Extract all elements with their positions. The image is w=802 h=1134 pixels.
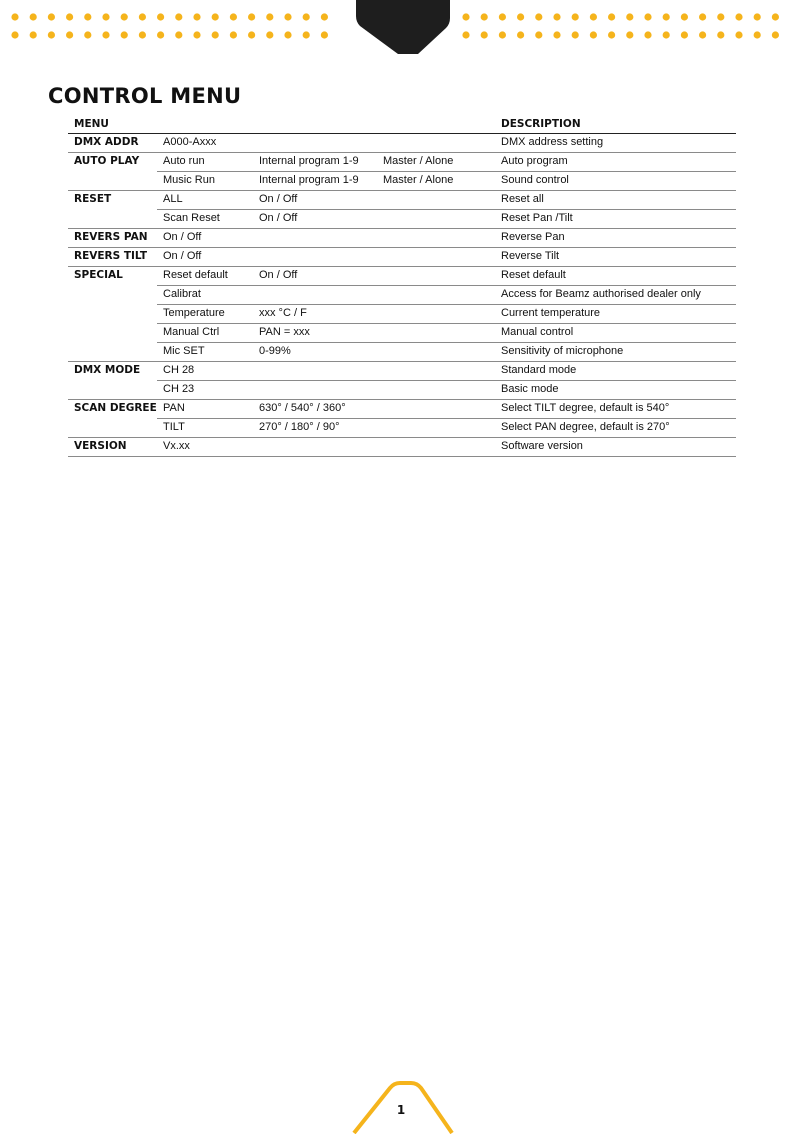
decor-dot bbox=[175, 31, 182, 38]
table-row bbox=[68, 324, 736, 343]
table-row bbox=[68, 191, 736, 210]
decor-dot bbox=[139, 31, 146, 38]
value-cell bbox=[253, 229, 377, 248]
value-cell: 630° / 540° / 360° bbox=[253, 400, 377, 419]
decor-dot bbox=[30, 13, 37, 20]
table-row bbox=[68, 229, 736, 248]
value-cell: Internal program 1-9 bbox=[253, 153, 377, 172]
decor-dot bbox=[66, 31, 73, 38]
value-cell: 0-99% bbox=[253, 343, 377, 362]
table-row bbox=[68, 210, 736, 229]
option-cell: Reset default bbox=[157, 267, 253, 286]
value-cell: PAN = xxx bbox=[253, 324, 377, 343]
mode-cell bbox=[377, 248, 495, 267]
mode-cell bbox=[377, 191, 495, 210]
decor-dot bbox=[30, 31, 37, 38]
header-blank bbox=[157, 116, 253, 134]
decor-dot bbox=[754, 31, 761, 38]
description-cell: Reverse Tilt bbox=[495, 248, 736, 267]
option-cell: Calibrat bbox=[157, 286, 253, 305]
decor-dot bbox=[572, 31, 579, 38]
description-cell: Manual control bbox=[495, 324, 736, 343]
decor-dot bbox=[462, 13, 469, 20]
mode-cell bbox=[377, 134, 495, 153]
header-blank bbox=[377, 116, 495, 134]
table-header-row bbox=[68, 116, 736, 134]
decor-dot bbox=[517, 31, 524, 38]
table-row bbox=[68, 419, 736, 438]
table-row bbox=[68, 343, 736, 362]
mode-cell bbox=[377, 438, 495, 457]
decor-dot bbox=[553, 31, 560, 38]
option-cell: A000-Axxx bbox=[163, 136, 217, 148]
menu-name: REVERS TILT bbox=[68, 248, 157, 267]
table-row bbox=[68, 400, 736, 419]
value-cell: Internal program 1-9 bbox=[253, 172, 377, 191]
table-row bbox=[68, 267, 736, 286]
decor-dot bbox=[735, 13, 742, 20]
decor-dot bbox=[248, 31, 255, 38]
decor-dot bbox=[303, 31, 310, 38]
table-row bbox=[68, 305, 736, 324]
decor-dot bbox=[102, 13, 109, 20]
header-menu: MENU bbox=[68, 116, 157, 134]
option-cell: ALL bbox=[157, 191, 253, 210]
option-cell: Auto run bbox=[157, 153, 253, 172]
decor-dot bbox=[84, 13, 91, 20]
description-cell: Select PAN degree, default is 270° bbox=[495, 419, 736, 438]
decor-dot bbox=[321, 31, 328, 38]
decor-dot bbox=[535, 13, 542, 20]
description-cell: Sensitivity of microphone bbox=[495, 343, 736, 362]
value-cell: On / Off bbox=[253, 267, 377, 286]
description-cell: Auto program bbox=[495, 153, 736, 172]
decor-dot bbox=[139, 13, 146, 20]
decor-dot bbox=[248, 13, 255, 20]
decor-dot bbox=[175, 13, 182, 20]
mode-cell bbox=[377, 229, 495, 248]
decor-dot bbox=[535, 31, 542, 38]
table-row bbox=[68, 153, 736, 172]
table-row bbox=[68, 134, 736, 153]
menu-name: SPECIAL bbox=[68, 267, 157, 362]
decor-dot bbox=[121, 13, 128, 20]
option-cell: Vx.xx bbox=[157, 438, 253, 457]
description-cell: Software version bbox=[495, 438, 736, 457]
decor-dot bbox=[266, 13, 273, 20]
value-cell: 270° / 180° / 90° bbox=[253, 419, 377, 438]
decor-dot bbox=[481, 31, 488, 38]
option-cell: Manual Ctrl bbox=[157, 324, 253, 343]
value-cell: xxx °C / F bbox=[253, 305, 377, 324]
description-cell: Reverse Pan bbox=[495, 229, 736, 248]
mode-cell bbox=[377, 362, 495, 381]
control-menu-table bbox=[68, 116, 736, 457]
description-cell: Sound control bbox=[495, 172, 736, 191]
option-cell: PAN bbox=[157, 400, 253, 419]
description-cell: DMX address setting bbox=[501, 136, 604, 148]
option-cell: Mic SET bbox=[157, 343, 253, 362]
decor-dot bbox=[663, 13, 670, 20]
decor-dot bbox=[681, 31, 688, 38]
decor-dot bbox=[699, 13, 706, 20]
decor-dot bbox=[48, 13, 55, 20]
header-decoration bbox=[0, 0, 802, 60]
mode-cell bbox=[377, 305, 495, 324]
decor-dot bbox=[11, 13, 18, 20]
description-cell: Select TILT degree, default is 540° bbox=[495, 400, 736, 419]
decor-dot bbox=[772, 31, 779, 38]
decor-dot bbox=[772, 13, 779, 20]
table-row bbox=[68, 248, 736, 267]
option-cell: Temperature bbox=[157, 305, 253, 324]
mode-cell bbox=[377, 381, 495, 400]
header-description: DESCRIPTION bbox=[495, 116, 736, 134]
value-cell bbox=[253, 362, 377, 381]
menu-name: DMX MODE bbox=[68, 362, 157, 400]
decor-dot bbox=[321, 13, 328, 20]
table-row bbox=[68, 286, 736, 305]
decor-dot bbox=[572, 13, 579, 20]
menu-name: RESET bbox=[68, 191, 157, 229]
value-cell bbox=[253, 438, 377, 457]
decor-dot bbox=[84, 31, 91, 38]
decor-dot bbox=[266, 31, 273, 38]
mode-cell: Master / Alone bbox=[377, 153, 495, 172]
decor-dot bbox=[121, 31, 128, 38]
decor-dot bbox=[212, 31, 219, 38]
description-cell: Standard mode bbox=[495, 362, 736, 381]
decor-dot bbox=[212, 13, 219, 20]
decor-dot bbox=[608, 13, 615, 20]
option-cell: Scan Reset bbox=[157, 210, 253, 229]
decor-dot bbox=[499, 31, 506, 38]
table-row bbox=[68, 381, 736, 400]
decor-dot bbox=[66, 13, 73, 20]
decor-dot bbox=[11, 31, 18, 38]
decor-dot bbox=[553, 13, 560, 20]
mode-cell bbox=[377, 286, 495, 305]
mode-cell bbox=[377, 343, 495, 362]
value-cell: On / Off bbox=[253, 191, 377, 210]
value-cell bbox=[253, 134, 377, 153]
decor-dot bbox=[644, 13, 651, 20]
decor-dot bbox=[284, 13, 291, 20]
decor-dot bbox=[644, 31, 651, 38]
decor-dot bbox=[681, 13, 688, 20]
description-cell: Reset default bbox=[495, 267, 736, 286]
decor-dot bbox=[717, 31, 724, 38]
decor-dot bbox=[590, 31, 597, 38]
menu-name: AUTO PLAY bbox=[68, 153, 157, 191]
description-cell: Access for Beamz authorised dealer only bbox=[495, 286, 736, 305]
decor-dot bbox=[303, 13, 310, 20]
table-row bbox=[68, 172, 736, 191]
mode-cell bbox=[377, 419, 495, 438]
decor-dot bbox=[699, 31, 706, 38]
table-row bbox=[68, 362, 736, 381]
decor-dot bbox=[193, 13, 200, 20]
description-cell: Basic mode bbox=[495, 381, 736, 400]
menu-name: SCAN DEGREE bbox=[68, 400, 157, 438]
decor-dot bbox=[157, 31, 164, 38]
decor-dot bbox=[717, 13, 724, 20]
option-cell: Music Run bbox=[157, 172, 253, 191]
description-cell: Reset Pan /Tilt bbox=[495, 210, 736, 229]
description-cell: Current temperature bbox=[495, 305, 736, 324]
page-number: 1 bbox=[396, 1103, 406, 1117]
decor-dot bbox=[284, 31, 291, 38]
header-tab-shape bbox=[356, 0, 450, 54]
mode-cell bbox=[377, 210, 495, 229]
table-row bbox=[68, 438, 736, 457]
option-cell: TILT bbox=[157, 419, 253, 438]
decor-dot bbox=[102, 31, 109, 38]
mode-cell: Master / Alone bbox=[377, 172, 495, 191]
decor-dot bbox=[754, 13, 761, 20]
decor-dot bbox=[230, 31, 237, 38]
option-cell: On / Off bbox=[157, 229, 253, 248]
decor-dot bbox=[663, 31, 670, 38]
option-cell: CH 23 bbox=[157, 381, 253, 400]
decor-dot bbox=[481, 13, 488, 20]
decor-dot bbox=[157, 13, 164, 20]
value-cell bbox=[253, 248, 377, 267]
decor-dot bbox=[230, 13, 237, 20]
mode-cell bbox=[377, 324, 495, 343]
mode-cell bbox=[377, 267, 495, 286]
menu-name: VERSION bbox=[68, 438, 157, 457]
decor-dot bbox=[193, 31, 200, 38]
decor-dot bbox=[517, 13, 524, 20]
header-blank bbox=[253, 116, 377, 134]
option-cell: CH 28 bbox=[157, 362, 253, 381]
decor-dot bbox=[462, 31, 469, 38]
decor-dot bbox=[626, 31, 633, 38]
value-cell bbox=[253, 381, 377, 400]
mode-cell bbox=[377, 400, 495, 419]
menu-name: REVERS PAN bbox=[68, 229, 157, 248]
page-title: CONTROL MENU bbox=[48, 84, 242, 108]
decor-dot bbox=[48, 31, 55, 38]
decor-dot bbox=[608, 31, 615, 38]
description-cell: Reset all bbox=[495, 191, 736, 210]
decor-dot bbox=[735, 31, 742, 38]
decor-dot bbox=[590, 13, 597, 20]
value-cell bbox=[253, 286, 377, 305]
menu-name: DMX ADDR bbox=[74, 136, 139, 148]
decor-dot bbox=[626, 13, 633, 20]
value-cell: On / Off bbox=[253, 210, 377, 229]
decor-dot bbox=[499, 13, 506, 20]
option-cell: On / Off bbox=[157, 248, 253, 267]
